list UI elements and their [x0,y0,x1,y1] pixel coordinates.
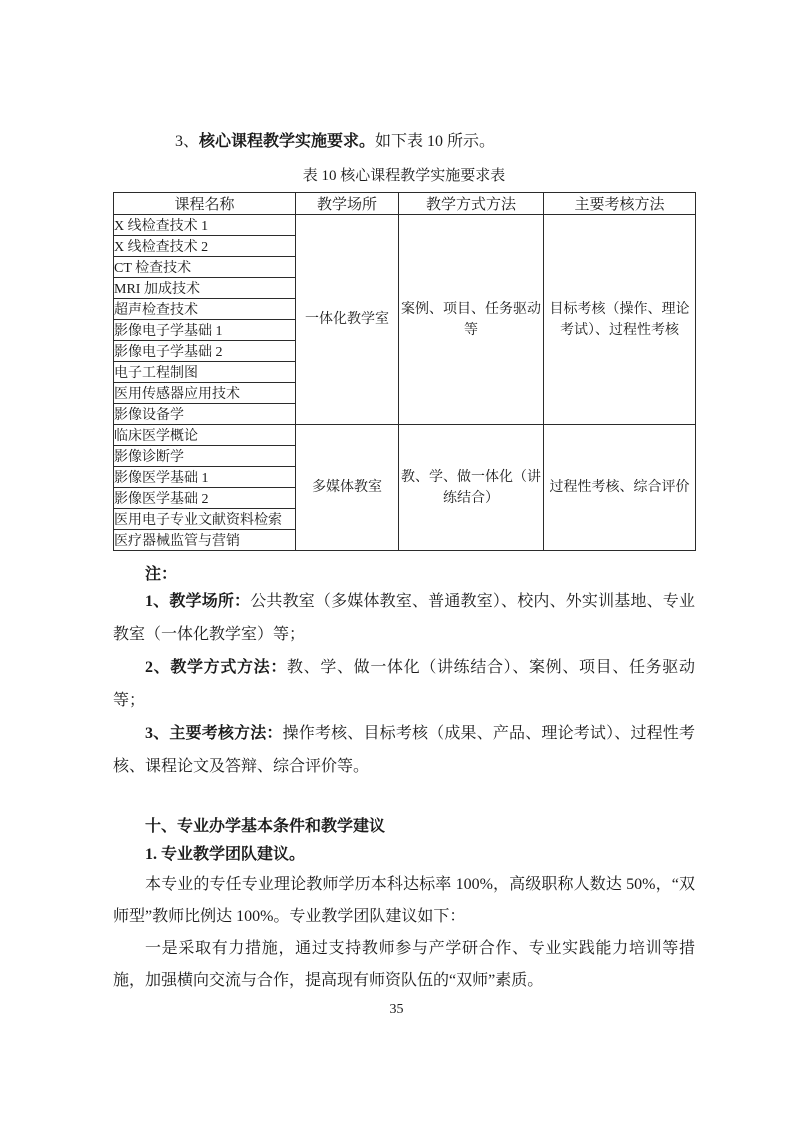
course-cell: X 线检查技术 2 [114,236,296,257]
table-row [114,215,696,236]
course-cell: 临床医学概论 [114,425,296,446]
course-cell: 医疗器械监管与营销 [114,530,296,551]
course-cell: MRI 加成技术 [114,278,296,299]
notes-title: 注： [145,566,178,583]
course-cell: 医用传感器应用技术 [114,383,296,404]
section-heading [113,0,695,153]
note-text: 公共教室（多媒体教室、普通教室）、校内、外实训基地、专业教室（一体化教学室）等； [113,593,695,643]
note-item [113,651,695,717]
note-item [113,585,695,651]
note-item [113,717,695,783]
col-header-location: 教学场所 [296,193,399,215]
chapter-title: 十、专业办学基本条件和教学建议 [145,818,386,835]
course-cell: CT 检查技术 [114,257,296,278]
location-cell: 多媒体教室 [296,425,399,551]
course-cell: 影像电子学基础 2 [114,341,296,362]
body-paragraph: 本专业的专任专业理论教师学历本科达标率 100%，高级职称人数达 50%，“双师型”教师比例达 100%。专业教学团队建议如下： [113,876,695,925]
assessment-cell: 目标考核（操作、理论考试）、过程性考核 [544,215,696,425]
body-paragraph: 一是采取有力措施，通过支持教师参与产学研合作、专业实践能力培训等措施，加强横向交流与合作，提高现有师资队伍的“双师”素质。 [113,940,695,989]
course-cell: 影像医学基础 2 [114,488,296,509]
method-cell: 案例、项目、任务驱动等 [399,215,544,425]
course-cell: 电子工程制图 [114,362,296,383]
table-row [114,425,696,446]
heading-bold-text: 核心课程教学实施要求。 [199,133,376,150]
col-header-course: 课程名称 [114,193,296,215]
assessment-cell: 过程性考核、综合评价 [544,425,696,551]
table-caption: 表 10 核心课程教学实施要求表 [302,168,506,184]
page-number: 35 [389,1002,404,1017]
course-cell: X 线检查技术 1 [114,215,296,236]
course-cell: 影像设备学 [114,404,296,425]
requirements-table [113,192,696,551]
note-label: 3、主要考核方法： [145,725,283,742]
location-cell: 一体化教学室 [296,215,399,425]
course-cell: 影像诊断学 [114,446,296,467]
col-header-method: 教学方式方法 [399,193,544,215]
course-cell: 影像电子学基础 1 [114,320,296,341]
note-text: 操作考核、目标考核（成果、产品、理论考试）、过程性考核、课程论文及答辩、综合评价等。 [113,725,695,775]
page-content [113,0,695,997]
course-cell: 影像医学基础 1 [114,467,296,488]
note-label: 2、教学方式方法： [145,659,287,676]
chapter-subtitle: 1. 专业教学团队建议。 [145,846,306,863]
note-text: 教、学、做一体化（讲练结合）、案例、项目、任务驱动等； [113,659,695,709]
col-header-assessment: 主要考核方法 [544,193,696,215]
heading-rest-text: 如下表 10 所示。 [375,133,496,150]
heading-number: 3、 [175,133,200,150]
table-header-row [114,193,696,215]
course-cell: 超声检查技术 [114,299,296,320]
method-cell: 教、学、做一体化（讲练结合） [399,425,544,551]
course-cell: 医用电子专业文献资料检索 [114,509,296,530]
note-label: 1、教学场所： [145,593,251,610]
